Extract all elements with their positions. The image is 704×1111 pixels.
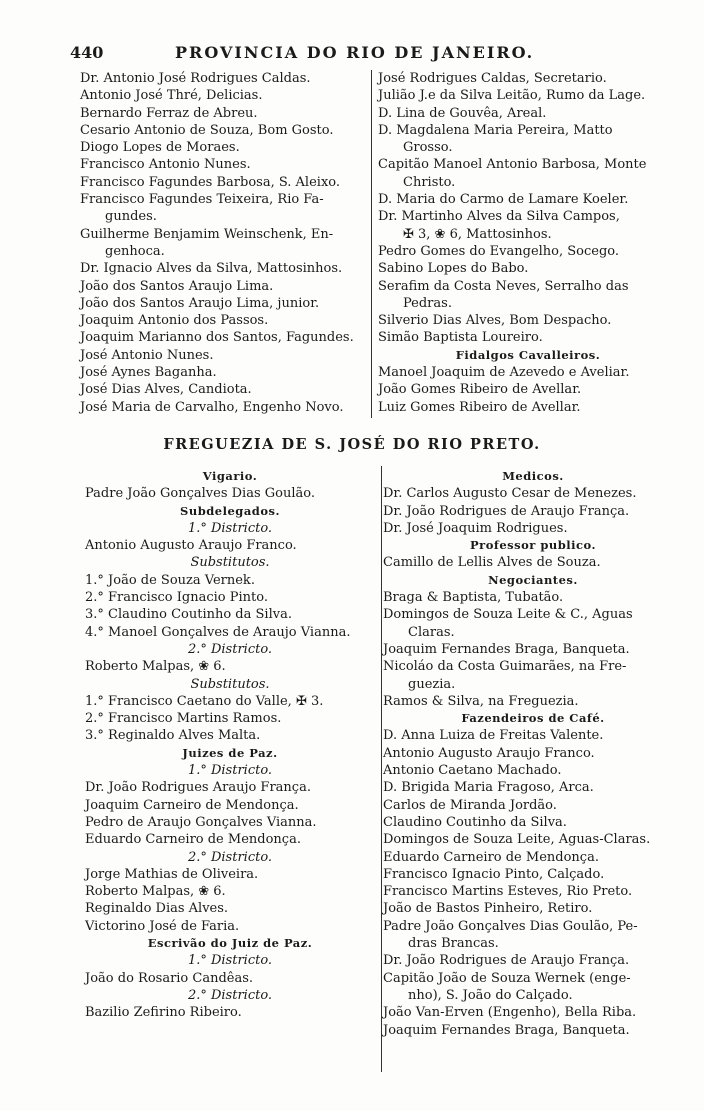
list-line: Victorino José de Faria. <box>85 918 240 934</box>
top-left-column <box>80 70 375 416</box>
subsection-heading: Medicos. <box>502 469 564 483</box>
list-line: José Dias Alves, Candiota. <box>80 382 252 398</box>
section-heading: FREGUEZIA DE S. JOSÉ DO RIO PRETO. <box>163 436 541 453</box>
bottom-left-column <box>85 468 375 1022</box>
list-line: Francisco Antonio Nunes. <box>80 157 251 173</box>
list-line: D. Brigida Maria Fragoso, Arca. <box>383 780 594 796</box>
list-line: Dr. Antonio José Rodrigues Caldas. <box>80 71 311 86</box>
list-line: Jorge Mathias de Oliveira. <box>85 866 259 882</box>
page-number: 440 <box>70 43 104 62</box>
list-line: Joaquim Fernandes Braga, Banqueta. <box>383 1022 630 1038</box>
list-line: Julião J.e da Silva Leitão, Rumo da Lage. <box>378 88 646 104</box>
list-line: Capitão João de Souza Wernek (enge- <box>383 970 631 986</box>
list-line: Claudino Coutinho da Silva. <box>383 814 567 830</box>
list-line: Roberto Malpas, ❀ 6. <box>85 659 226 675</box>
district-heading: 1.° Districto. <box>187 953 273 969</box>
list-line: Dr. Ignacio Alves da Silva, Mattosinhos. <box>80 261 343 277</box>
list-line: Cesario Antonio de Souza, Bom Gosto. <box>80 122 334 138</box>
list-line: José Antonio Nunes. <box>80 347 214 363</box>
list-line: Nicoláo da Costa Guimarães, na Fre- <box>383 659 627 675</box>
list-line: Domingos de Souza Leite & C., Aguas <box>383 607 633 623</box>
list-line: gundes. <box>105 209 157 225</box>
list-line: Dr. Carlos Augusto Cesar de Menezes. <box>383 486 637 502</box>
list-line: Antonio Augusto Araujo Franco. <box>85 538 297 554</box>
column-divider <box>371 70 372 418</box>
list-line: Dr. José Joaquim Rodrigues. <box>383 520 568 536</box>
list-line: 2.° Francisco Martins Ramos. <box>85 711 282 727</box>
subsection-heading: Vigario. <box>202 469 258 483</box>
list-line: João do Rosario Candêas. <box>85 970 254 986</box>
top-right-column <box>378 70 678 416</box>
subsection-heading: Fidalgos Cavalleiros. <box>455 347 601 362</box>
list-line: Eduardo Carneiro de Mendonça. <box>85 832 301 848</box>
list-line: Roberto Malpas, ❀ 6. <box>85 884 226 900</box>
district-heading: 1.° Districto. <box>187 763 273 779</box>
list-line: 2.° Francisco Ignacio Pinto. <box>85 590 268 606</box>
subsection-heading: Juizes de Paz. <box>182 745 278 760</box>
list-line: João Gomes Ribeiro de Avellar. <box>378 382 582 398</box>
subsection-heading: Negociantes. <box>488 572 578 587</box>
list-line: Antonio Caetano Machado. <box>383 763 562 779</box>
district-heading: 1.° Districto. <box>187 520 273 536</box>
list-line: Francisco Ignacio Pinto, Calçado. <box>383 866 605 882</box>
district-heading: 2.° Districto. <box>187 987 273 1003</box>
list-line: Pedro de Araujo Gonçalves Vianna. <box>85 814 317 830</box>
list-line: 1.° João de Souza Vernek. <box>85 572 255 588</box>
subsection-heading: Subdelegados. <box>180 503 280 518</box>
list-line: Domingos de Souza Leite, Aguas-Claras. <box>383 832 651 848</box>
list-line: Pedras. <box>403 295 452 311</box>
list-line: 4.° Manoel Gonçalves de Araujo Vianna. <box>85 624 351 640</box>
list-line: Manoel Joaquim de Azevedo e Aveliar. <box>378 365 630 381</box>
list-line: Luiz Gomes Ribeiro de Avellar. <box>378 399 581 415</box>
list-line: D. Maria do Carmo de Lamare Koeler. <box>378 192 629 208</box>
list-line: Francisco Martins Esteves, Rio Preto. <box>383 884 633 900</box>
list-line: D. Magdalena Maria Pereira, Matto <box>378 122 613 138</box>
list-line: Eduardo Carneiro de Mendonça. <box>383 849 599 865</box>
list-line: Grosso. <box>403 140 453 156</box>
list-line: Bazilio Zefirino Ribeiro. <box>85 1005 242 1021</box>
list-line: D. Anna Luiza de Freitas Valente. <box>383 728 604 744</box>
list-line: 3.° Reginaldo Alves Malta. <box>85 728 261 744</box>
district-heading: 2.° Districto. <box>187 641 273 657</box>
subsection-heading: Fazendeiros de Café. <box>461 711 605 726</box>
substitutes-heading: Substitutos. <box>190 555 270 571</box>
list-line: José Aynes Baganha. <box>80 365 217 381</box>
list-line: Claras. <box>408 624 455 640</box>
list-line: Francisco Fagundes Teixeira, Rio Fa- <box>80 192 324 208</box>
list-line: Dr. João Rodrigues de Araujo França. <box>383 503 630 519</box>
list-line: Padre João Gonçalves Dias Goulão, Pe- <box>383 918 638 934</box>
list-line: Pedro Gomes do Evangelho, Socego. <box>378 243 620 259</box>
subsection-heading: Professor publico. <box>470 538 596 553</box>
list-line: 1.° Francisco Caetano do Valle, ✠ 3. <box>85 693 324 709</box>
list-line: João dos Santos Araujo Lima. <box>80 278 274 294</box>
substitutes-heading: Substitutos. <box>190 676 270 692</box>
page-title: PROVINCIA DO RIO DE JANEIRO. <box>175 43 535 62</box>
list-line: Capitão Manoel Antonio Barbosa, Monte <box>378 157 647 173</box>
list-line: Bernardo Ferraz de Abreu. <box>80 105 258 121</box>
list-line: Christo. <box>403 174 456 190</box>
list-line: Joaquim Fernandes Braga, Banqueta. <box>383 641 630 657</box>
list-line: Antonio Augusto Araujo Franco. <box>383 745 595 761</box>
column-divider <box>381 466 382 1072</box>
list-line: José Rodrigues Caldas, Secretario. <box>378 71 607 86</box>
list-line: Joaquim Marianno dos Santos, Fagundes. <box>80 330 354 346</box>
list-line: 3.° Claudino Coutinho da Silva. <box>85 607 292 623</box>
list-line: Joaquim Carneiro de Mendonça. <box>85 797 299 813</box>
list-line: Sabino Lopes do Babo. <box>378 261 529 277</box>
list-line: Carlos de Miranda Jordão. <box>383 797 557 813</box>
list-line: genhoca. <box>105 243 165 259</box>
list-line: Silverio Dias Alves, Bom Despacho. <box>378 313 612 329</box>
list-line: Dr. Martinho Alves da Silva Campos, <box>378 209 620 225</box>
list-line: Francisco Fagundes Barbosa, S. Aleixo. <box>80 174 340 190</box>
list-line: Reginaldo Dias Alves. <box>85 901 229 917</box>
list-line: Padre João Gonçalves Dias Goulão. <box>85 486 315 502</box>
list-line: nho), S. João do Calçado. <box>408 987 573 1003</box>
list-line: ✠ 3, ❀ 6, Mattosinhos. <box>403 226 552 242</box>
list-line: Simão Baptista Loureiro. <box>378 330 543 346</box>
bottom-right-column <box>383 468 683 1039</box>
list-line: D. Lina de Gouvêa, Areal. <box>378 105 547 121</box>
list-line: Camillo de Lellis Alves de Souza. <box>383 555 601 571</box>
list-line: José Maria de Carvalho, Engenho Novo. <box>80 399 344 415</box>
list-line: João Van-Erven (Engenho), Bella Riba. <box>383 1005 637 1021</box>
list-line: Dr. João Rodrigues de Araujo França. <box>383 953 630 969</box>
list-line: guezia. <box>408 676 456 692</box>
list-line: Dr. João Rodrigues Araujo França. <box>85 780 311 796</box>
list-line: Joaquim Antonio dos Passos. <box>80 313 269 329</box>
page-header <box>70 44 670 66</box>
list-line: dras Brancas. <box>408 936 499 952</box>
list-line: Braga & Baptista, Tubatão. <box>383 590 564 606</box>
list-line: Ramos & Silva, na Freguezia. <box>383 693 579 709</box>
list-line: Antonio José Thré, Delicias. <box>80 88 263 104</box>
list-line: Serafim da Costa Neves, Serralho das <box>378 278 629 294</box>
list-line: João dos Santos Araujo Lima, junior. <box>80 295 320 311</box>
list-line: Diogo Lopes de Moraes. <box>80 140 240 156</box>
list-line: João de Bastos Pinheiro, Retiro. <box>383 901 593 917</box>
subsection-heading: Escrivão do Juiz de Paz. <box>147 936 313 951</box>
list-line: Guilherme Benjamim Weinschenk, En- <box>80 226 334 242</box>
district-heading: 2.° Districto. <box>187 849 273 865</box>
